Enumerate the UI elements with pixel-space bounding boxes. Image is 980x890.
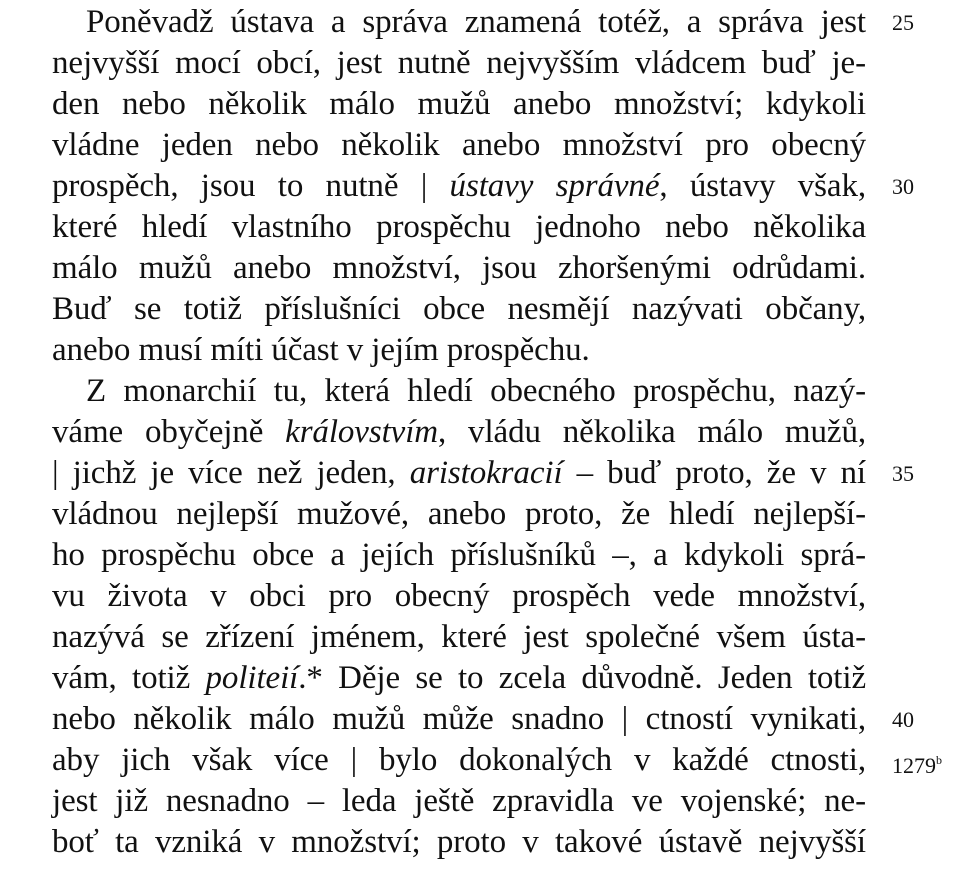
italic-term: politeií [205,660,299,696]
italic-term: aristokracií [409,455,563,491]
margin-bekker-number: 1279$^b$ [892,753,942,778]
text-line: ho prospěchu obce a jejích příslušníků –, a kdykoli sprá- [52,537,866,573]
text-line: vládnou nejlepší mužové, anebo proto, že hledí nejlepší- [52,496,866,532]
text-line: vu života v obci pro obecný prospěch vede množství, [52,578,866,614]
text-line: aby jich však více | bylo dokonalých v každé ctnosti, [52,742,866,778]
italic-term: ústavy správné [449,168,660,204]
margin-line-number: 40 [892,707,914,732]
text-line: nejvyšší mocí obcí, jest nutně nejvyšším vládcem buď je- [52,45,866,81]
text-line: den nebo několik málo mužů anebo množství; kdykoli [52,86,866,122]
text-line: prospěch, jsou to nutně | ústavy správné, ústavy však, [52,168,866,204]
text-line: vám, totiž politeií.* Děje se to zcela důvodně. Jeden totiž [52,660,866,696]
text-line: anebo musí míti účast v jejím prospěchu. [52,332,590,368]
text-line: | jichž je více než jeden, aristokracií – buď proto, že v ní [52,455,867,491]
margin-line-number: 30 [892,174,914,199]
margin-line-number: 25 [892,10,914,35]
text-line: málo mužů anebo množství, jsou zhoršenými odrůdami. [52,250,866,286]
text-line: nazývá se zřízení jménem, které jest společné všem ústa- [52,619,866,655]
text-line: jest již nesnadno – leda ještě zpravidla ve vojenské; ne- [52,783,866,819]
text-line: boť ta vzniká v množství; proto v takové ústavě nejvyšší [52,824,866,860]
text-line: vládne jeden nebo několik anebo množství pro obecný [52,127,866,163]
text-line: nebo několik málo mužů může snadno | ctností vynikati, [52,701,866,737]
text-line: Buď se totiž příslušníci obce nesmějí nazývati občany, [52,291,866,327]
margin-line-number: 35 [892,461,914,486]
text-line: které hledí vlastního prospěchu jednoho nebo několika [52,209,866,245]
text-line: váme obyčejně královstvím, vládu několika málo mužů, [52,414,866,450]
italic-term: královstvím [285,414,439,450]
text-line: Poněvadž ústava a správa znamená totéž, a správa jest [86,4,866,40]
text-line: Z monarchií tu, která hledí obecného prospěchu, nazý- [86,373,866,409]
